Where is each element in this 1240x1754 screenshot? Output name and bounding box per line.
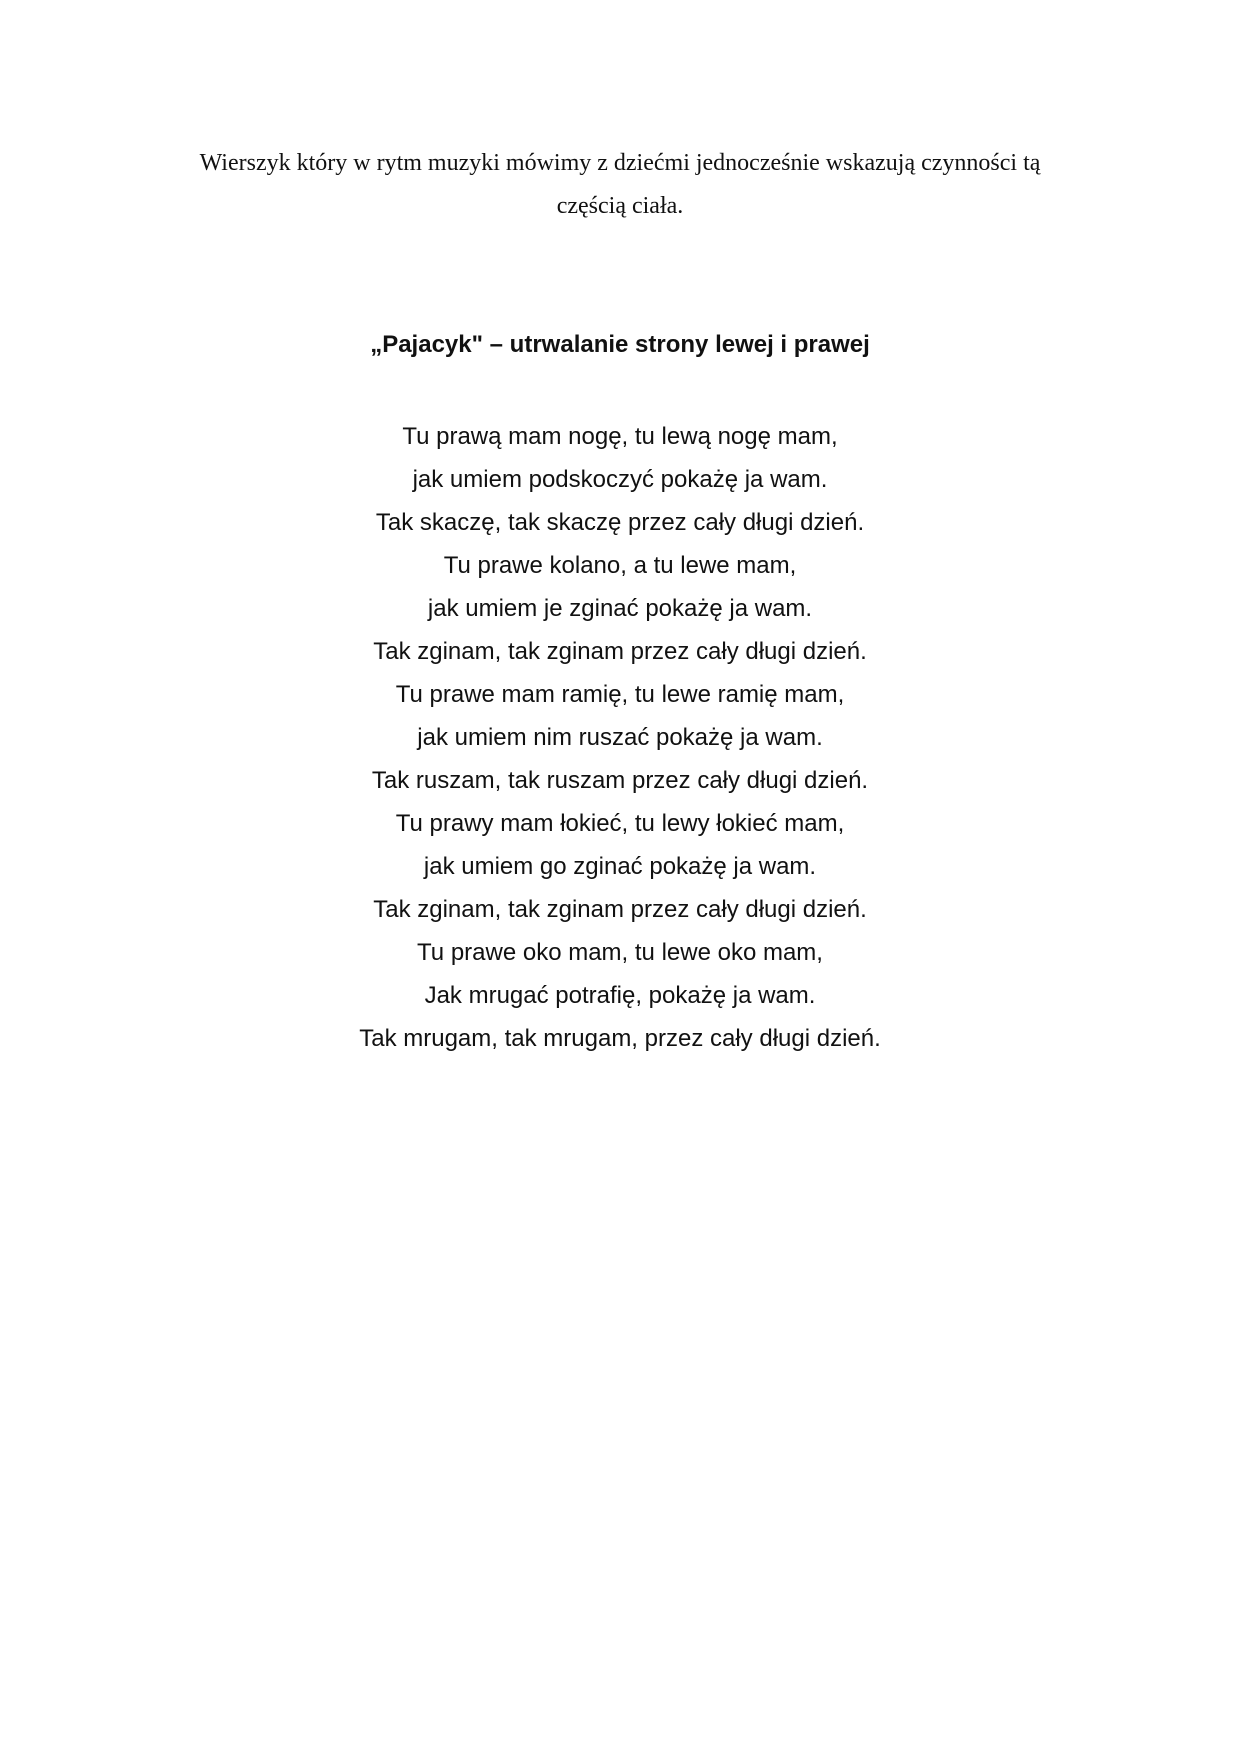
poem-line: Tu prawy mam łokieć, tu lewy łokieć mam, — [395, 810, 845, 837]
poem-body — [160, 415, 1080, 1060]
poem-line: Tak skaczę, tak skaczę przez cały długi dzień. — [375, 509, 865, 536]
poem-line: Tak zginam, tak zginam przez cały długi dzień. — [373, 896, 867, 923]
poem-line: Tu prawe oko mam, tu lewe oko mam, — [417, 939, 823, 966]
poem-line: jak umiem je zginać pokażę ja wam. — [427, 595, 813, 622]
poem-line: Tu prawe mam ramię, tu lewe ramię mam, — [395, 681, 845, 708]
intro-line-1: Wierszyk który w rytm muzyki mówimy z dziećmi jednocześnie wskazują czynności tą — [199, 150, 1041, 176]
poem-line: Tak zginam, tak zginam przez cały długi dzień. — [373, 638, 867, 665]
poem-line: Tak ruszam, tak ruszam przez cały długi dzień. — [371, 767, 869, 794]
poem-line: jak umiem podskoczyć pokażę ja wam. — [412, 466, 828, 493]
poem-line: jak umiem nim ruszać pokażę ja wam. — [417, 724, 823, 751]
poem-line: jak umiem go zginać pokażę ja wam. — [423, 853, 817, 880]
poem-line: Jak mrugać potrafię, pokażę ja wam. — [424, 982, 816, 1009]
poem-line: Tak mrugam, tak mrugam, przez cały długi dzień. — [359, 1025, 881, 1052]
poem-title: „Pajacyk" – utrwalanie strony lewej i prawej — [370, 331, 870, 358]
intro-line-2: częścią ciała. — [556, 193, 684, 219]
poem-line: Tu prawe kolano, a tu lewe mam, — [443, 552, 797, 579]
intro-paragraph — [160, 142, 1080, 228]
poem-line: Tu prawą mam nogę, tu lewą nogę mam, — [402, 423, 838, 450]
